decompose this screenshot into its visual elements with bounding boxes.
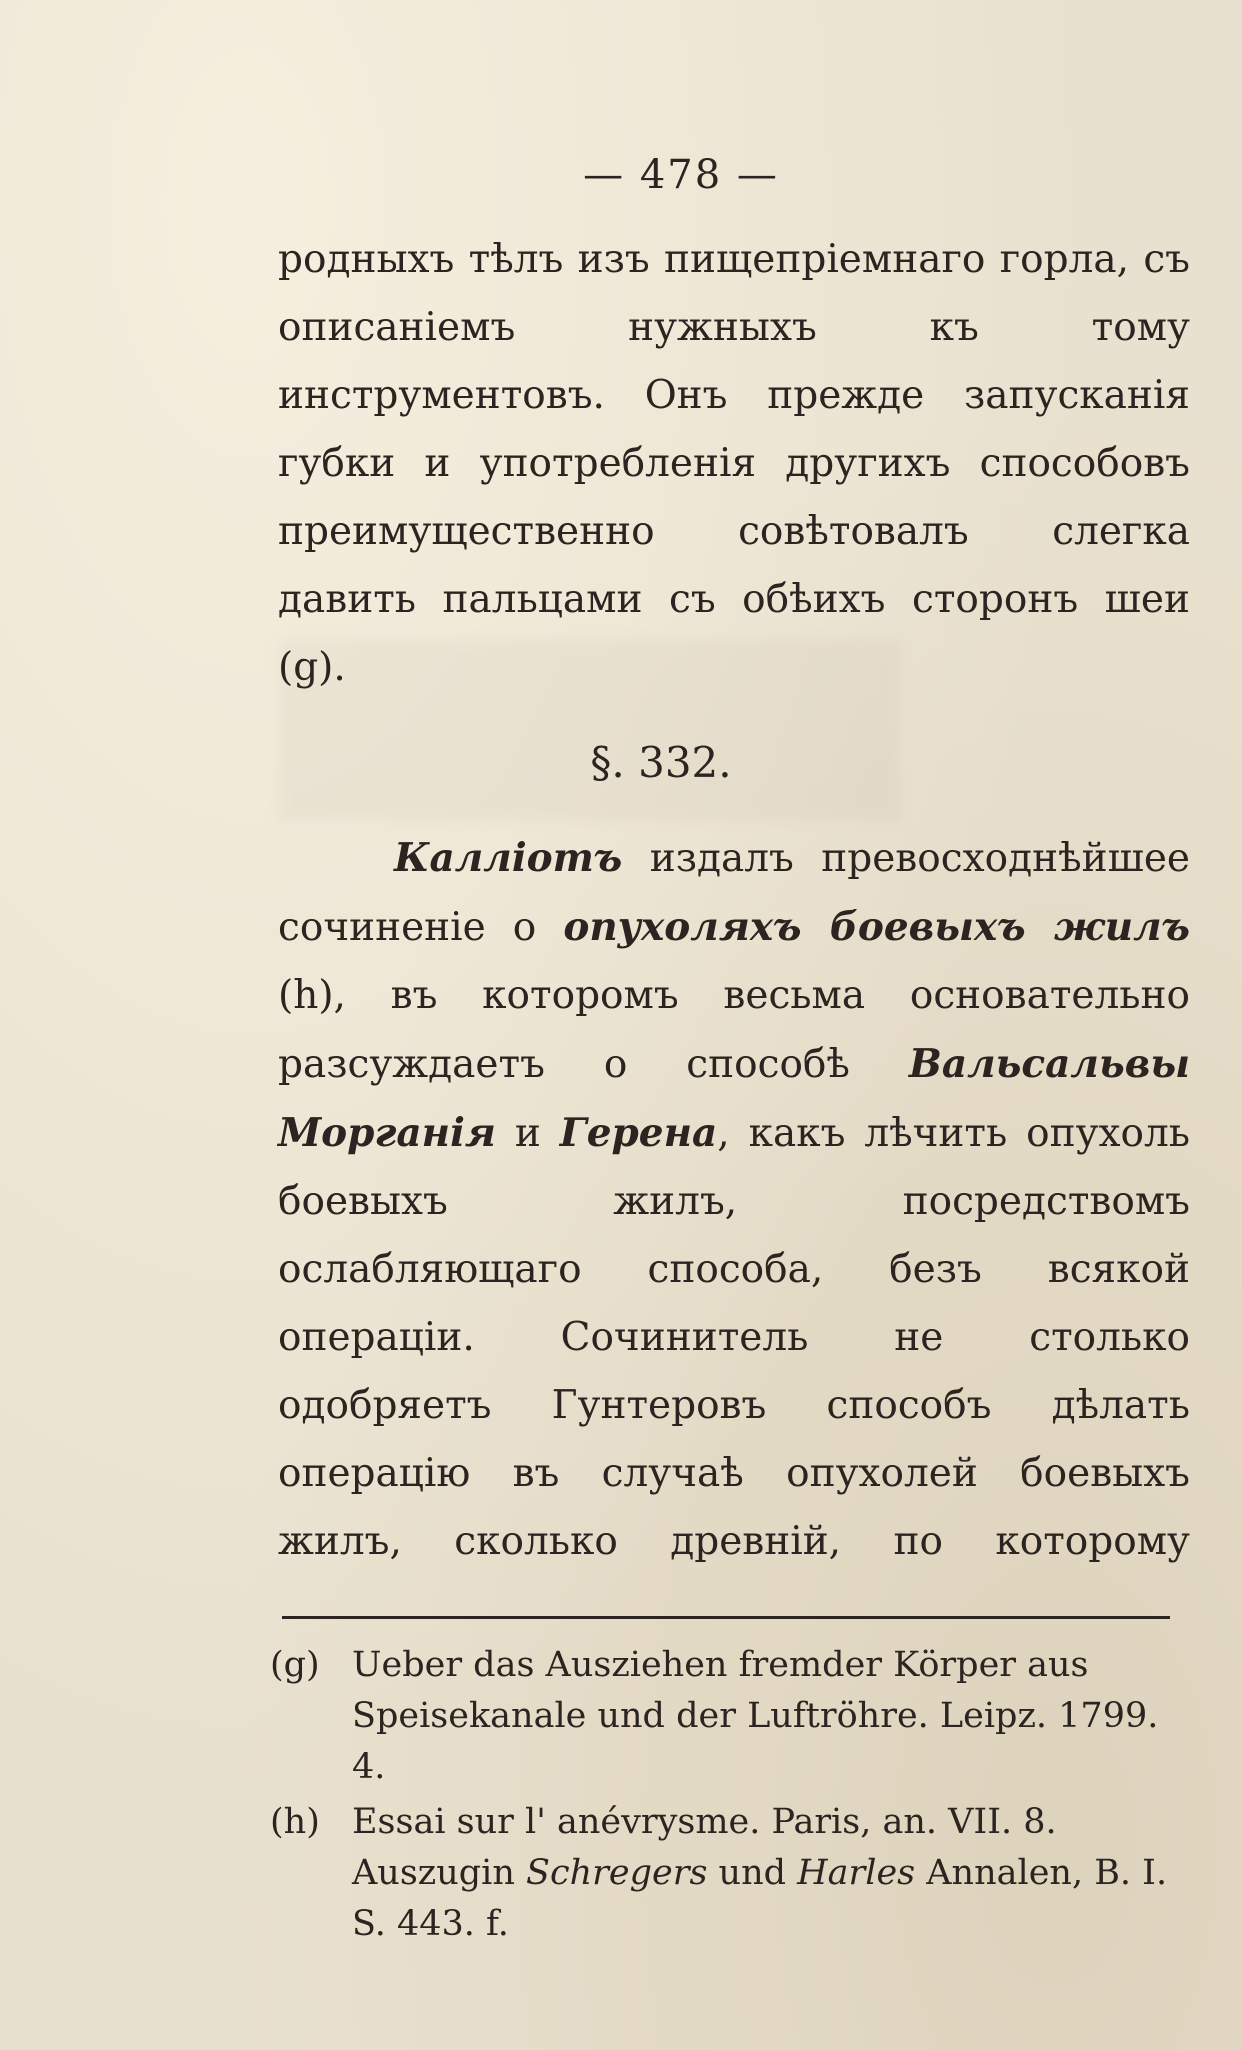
footnote-g <box>270 1640 1190 1793</box>
footnote-text-part: Annalen, B. I. S. 443. f. <box>352 1853 1168 1944</box>
cited-names: Вальсальвы Морганія <box>278 1041 1190 1156</box>
footnote-label: (h) <box>270 1802 320 1842</box>
footnote-text: Ueber das Ausziehen fremder Körper aus Speisekanale und der Luftröhre. Leipz. 1799. 4. <box>352 1645 1159 1787</box>
footnote-h <box>270 1797 1190 1950</box>
paragraph-text: (h), въ которомъ весьма основательно разсуждаетъ о способѣ <box>278 973 1190 1087</box>
footnote-text-part: Essai sur l' anévrysme. Paris, an. VII. 8. Auszugin <box>352 1802 1057 1893</box>
page-number: — 478 — <box>583 152 779 198</box>
footnotes <box>270 1640 1190 1954</box>
footnote-label: (g) <box>270 1645 320 1685</box>
author-name: Калліотъ <box>394 835 623 881</box>
paragraph-text: и <box>495 1111 560 1156</box>
paragraph-continuation: родныхъ тѣлъ изъ пищепріемнаго горла, съ описаніемъ нужныхъ къ тому инструментовъ. Онъ прежде запусканія губки и употребленія другихъ способовъ преимущественно совѣтовалъ слегка давить пальцами съ обѣихъ сторонъ шеи (g). <box>278 237 1190 690</box>
paragraph-text: , какъ лѣчить опухоль боевыхъ жилъ, посредствомъ ослабляющаго способа, безъ всякой операціи. Сочинитель не столько одобряетъ Гунтеровъ способъ дѣлать операцію въ случаѣ опухолей боевыхъ жилъ, сколько древній, по которому <box>278 1111 1191 1564</box>
footnote-text <box>352 1797 1190 1950</box>
footnote-text-part: und <box>707 1853 798 1893</box>
journal-name: Schregers <box>526 1853 708 1893</box>
paragraph-section-332 <box>278 824 1190 1576</box>
section-heading: §. 332. <box>590 738 732 787</box>
paragraph-text: издалъ превосходнѣйшее сочиненіе о <box>278 836 1190 950</box>
footnote-rule <box>282 1616 1170 1619</box>
journal-name: Harles <box>797 1853 916 1893</box>
cited-name: Герена <box>559 1110 718 1156</box>
topic-phrase: опухоляхъ боевыхъ жилъ <box>563 904 1190 950</box>
